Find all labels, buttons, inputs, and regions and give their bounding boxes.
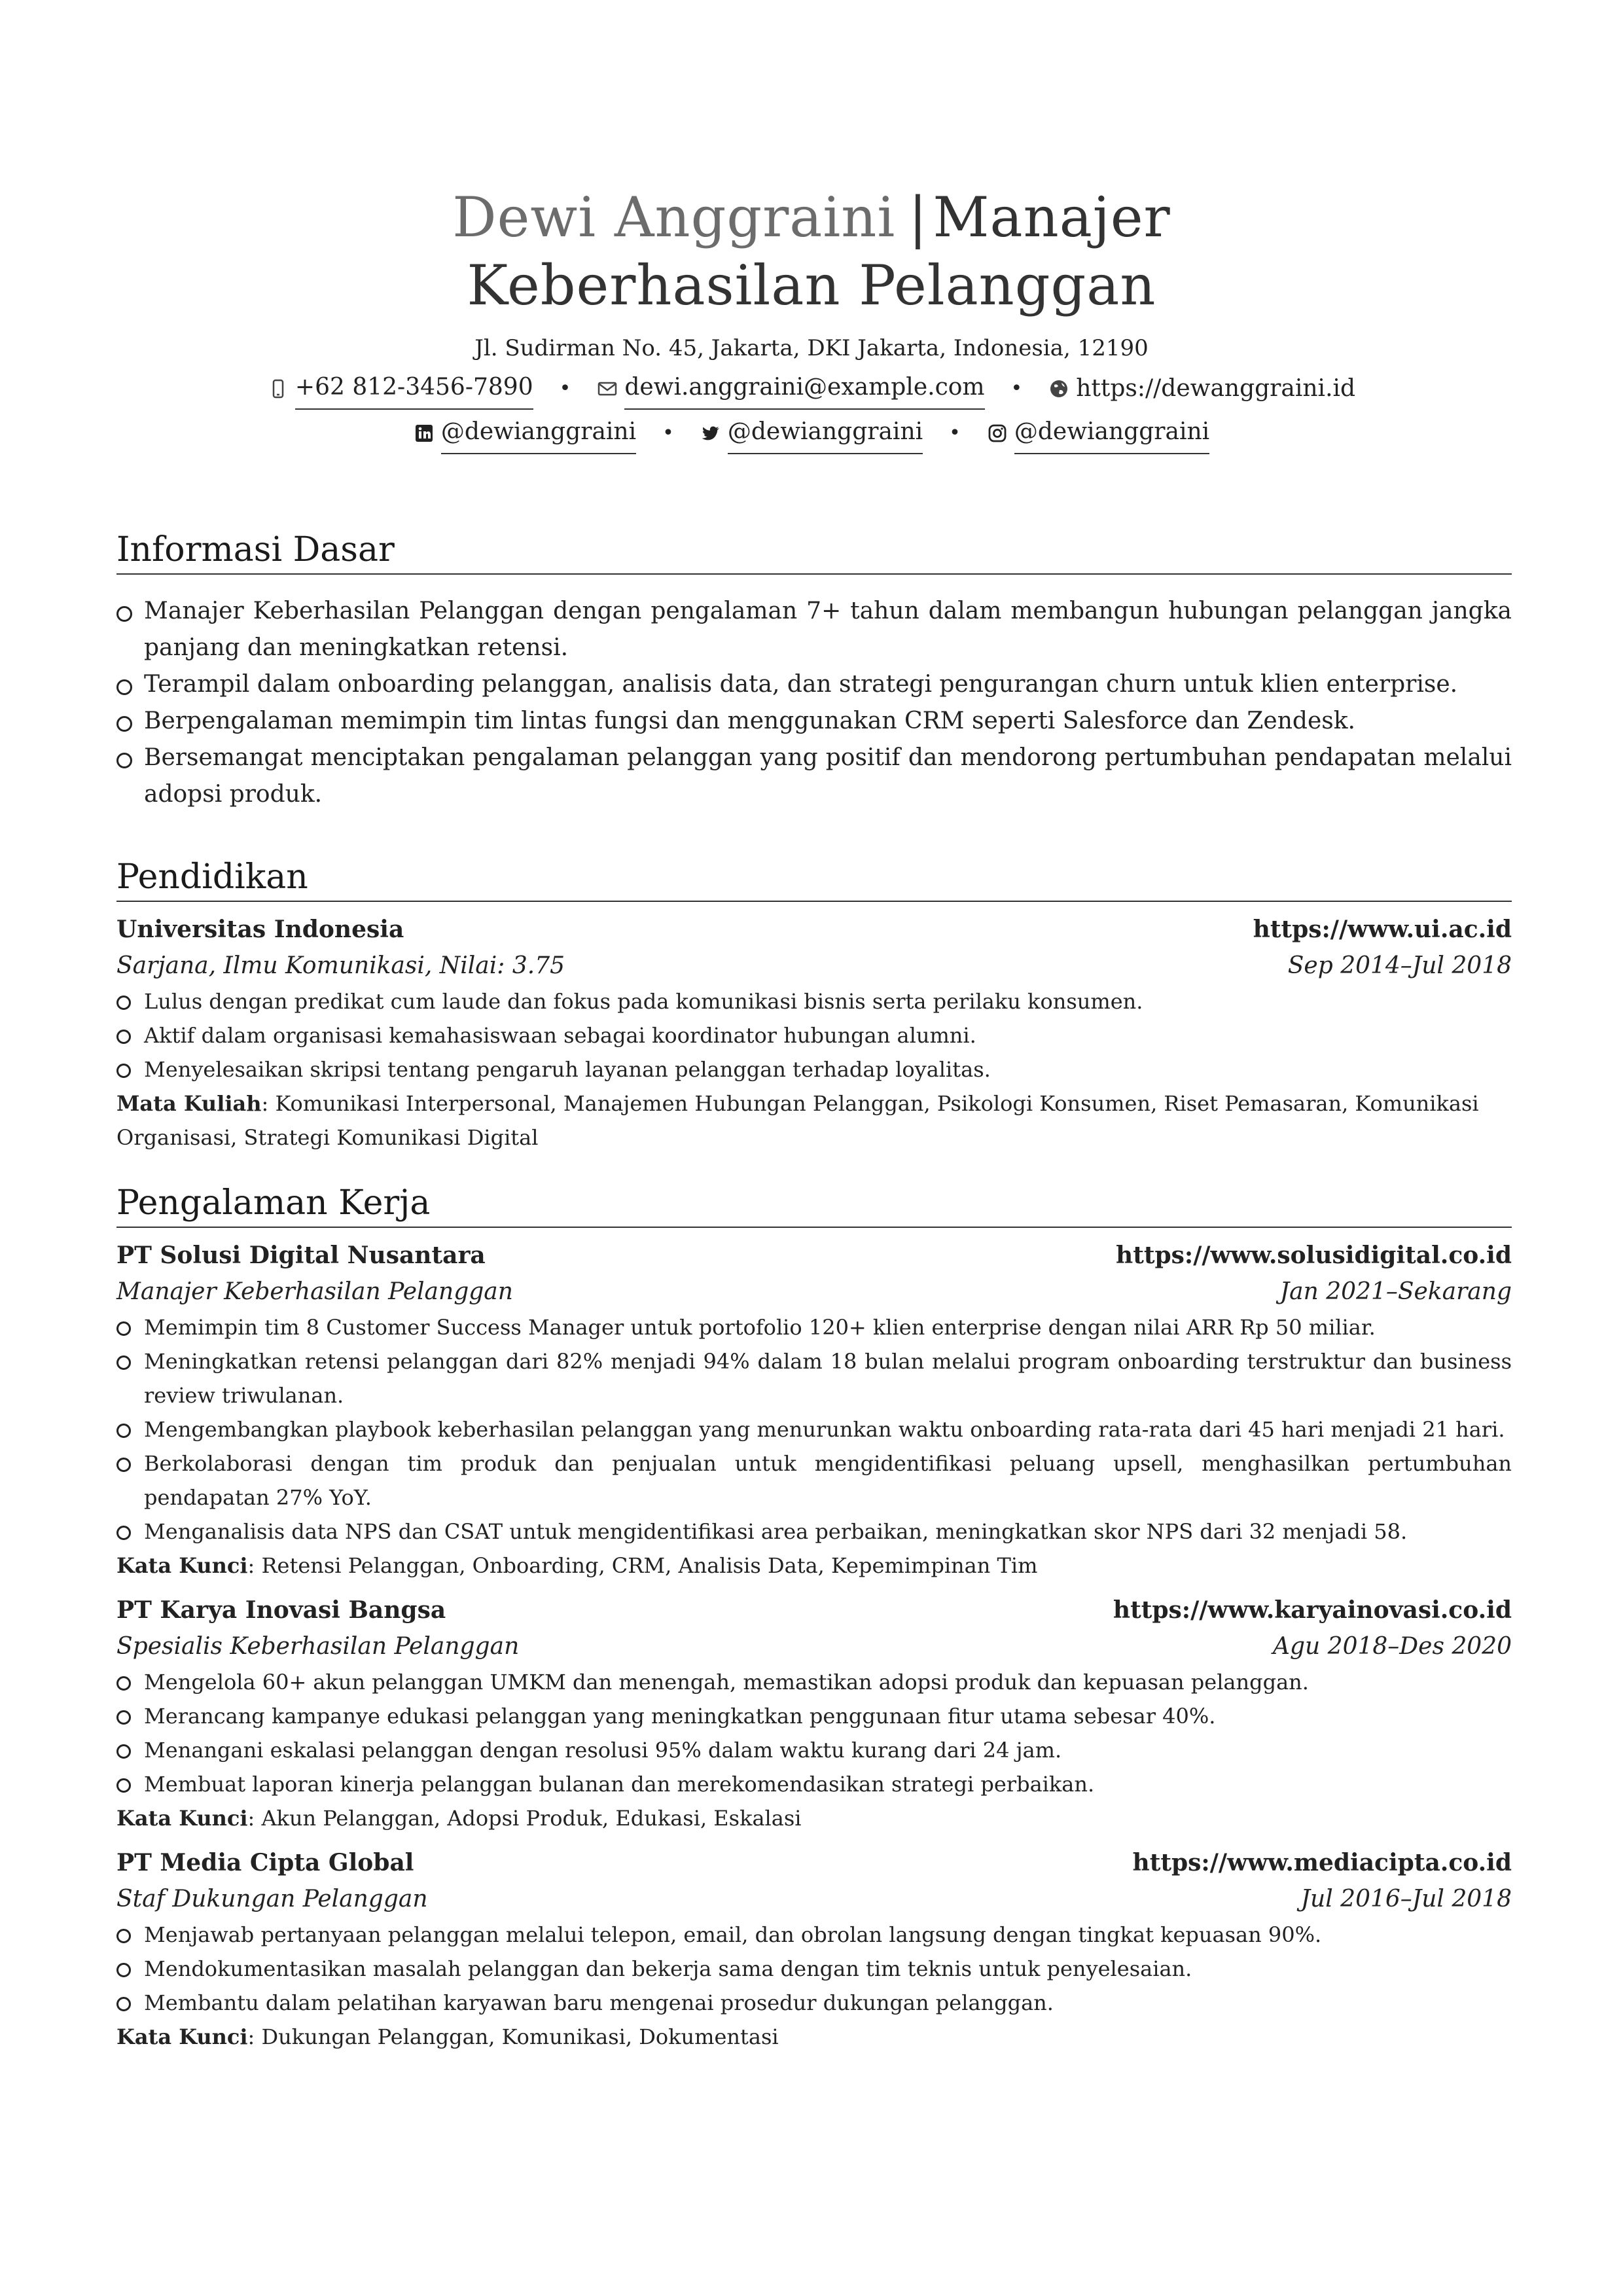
job-list	[116, 1310, 1512, 1549]
basic-info-list	[116, 593, 1512, 813]
section-title: Informasi Dasar	[116, 530, 395, 569]
degree: Sarjana, Ilmu Komunikasi, Nilai: 3.75	[116, 952, 565, 979]
keywords	[116, 2020, 1512, 2054]
list-item: Mengembangkan playbook keberhasilan pelanggan yang menurunkan waktu onboarding rata-rata dari 45 hari menjadi 21 hari.	[116, 1412, 1512, 1446]
list-item: Terampil dalam onboarding pelanggan, analisis data, dan strategi pengurangan churn untuk klien enterprise.	[116, 666, 1512, 703]
linkedin-link[interactable]: @dewianggraini	[441, 412, 636, 454]
institution-name: Universitas Indonesia	[116, 916, 404, 943]
company-name: PT Solusi Digital Nusantara	[116, 1242, 486, 1269]
list-item: Mengelola 60+ akun pelanggan UMKM dan menengah, memastikan adopsi produk dan kepuasan pelanggan.	[116, 1665, 1512, 1699]
twitter-link[interactable]: @dewianggraini	[728, 412, 923, 454]
list-item: Membantu dalam pelatihan karyawan baru mengenai prosedur dukungan pelanggan.	[116, 1986, 1512, 2020]
instagram-link[interactable]: @dewianggraini	[1014, 412, 1209, 454]
institution-url[interactable]: https://www.ui.ac.id	[1253, 916, 1512, 943]
linkedin-icon	[414, 423, 435, 444]
list-item: Aktif dalam organisasi kemahasiswaan sebagai koordinator hubungan alumni.	[116, 1018, 1512, 1052]
contact-row	[0, 368, 1623, 410]
separator-dot: •	[949, 422, 961, 444]
company-name: PT Karya Inovasi Bangsa	[116, 1596, 446, 1624]
date-range: Sep 2014–Jul 2018	[1287, 952, 1512, 979]
email-contact[interactable]	[597, 368, 984, 410]
job-list	[116, 1665, 1512, 1801]
courses-value: : Komunikasi Interpersonal, Manajemen Hubungan Pelanggan, Psikologi Konsumen, Riset Pemasaran, Komunikasi Organisasi, Strategi Komunikasi Digital	[116, 1091, 1479, 1150]
globe-icon	[1048, 378, 1069, 399]
section-basic-info	[116, 529, 1512, 813]
company-name: PT Media Cipta Global	[116, 1849, 414, 1876]
email-link[interactable]: dewi.anggraini@example.com	[624, 368, 984, 410]
list-item: Mendokumentasikan masalah pelanggan dan bekerja sama dengan tim teknis untuk penyelesaian.	[116, 1952, 1512, 1986]
list-item: Merancang kampanye edukasi pelanggan yang meningkatkan penggunaan fitur utama sebesar 40%.	[116, 1699, 1512, 1733]
list-item: Berkolaborasi dengan tim produk dan penjualan untuk mengidentifikasi peluang upsell, menghasilkan pertumbuhan pendapatan 27% YoY.	[116, 1446, 1512, 1515]
resume-header	[0, 183, 1623, 454]
list-item: Lulus dengan predikat cum laude dan fokus pada komunikasi bisnis serta perilaku konsumen.	[116, 984, 1512, 1018]
job-entry	[116, 1237, 1512, 1583]
keywords-value: : Akun Pelanggan, Adopsi Produk, Edukasi, Eskalasi	[247, 1806, 802, 1831]
education-list	[116, 984, 1512, 1086]
date-range: Jan 2021–Sekarang	[1279, 1278, 1512, 1305]
section-title: Pengalaman Kerja	[116, 1183, 431, 1223]
list-item: Membuat laporan kinerja pelanggan bulanan dan merekomendasikan strategi perbaikan.	[116, 1767, 1512, 1801]
page-title	[0, 183, 1623, 319]
list-item: Menjawab pertanyaan pelanggan melalui telepon, email, dan obrolan langsung dengan tingkat kepuasan 90%.	[116, 1918, 1512, 1952]
list-item: Manajer Keberhasilan Pelanggan dengan pengalaman 7+ tahun dalam membangun hubungan pelanggan jangka panjang dan meningkatkan retensi.	[116, 593, 1512, 666]
job-entry	[116, 1592, 1512, 1835]
keywords-label: Kata Kunci	[116, 2024, 248, 2049]
website-link[interactable]: https://dewanggraini.id	[1076, 375, 1356, 402]
list-item: Menangani eskalasi pelanggan dengan resolusi 95% dalam waktu kurang dari 24 jam.	[116, 1733, 1512, 1767]
keywords-label: Kata Kunci	[116, 1806, 248, 1831]
date-range: Jul 2016–Jul 2018	[1300, 1886, 1512, 1912]
courses-label: Mata Kuliah	[116, 1091, 262, 1116]
keywords	[116, 1549, 1512, 1583]
courses	[116, 1086, 1512, 1155]
list-item: Menyelesaikan skripsi tentang pengaruh layanan pelanggan terhadap loyalitas.	[116, 1052, 1512, 1086]
job-role: Staf Dukungan Pelanggan	[116, 1886, 428, 1912]
section-experience	[116, 1182, 1512, 2054]
section-divider	[116, 901, 1512, 902]
list-item: Meningkatkan retensi pelanggan dari 82% menjadi 94% dalam 18 bulan melalui program onboarding terstruktur dan business review triwulanan.	[116, 1344, 1512, 1412]
list-item: Berpengalaman memimpin tim lintas fungsi dan menggunakan CRM seperti Salesforce dan Zendesk.	[116, 703, 1512, 740]
separator-dot: •	[662, 422, 674, 444]
list-item: Bersemangat menciptakan pengalaman pelanggan yang positif dan mendorong pertumbuhan pendapatan melalui adopsi produk.	[116, 740, 1512, 813]
section-title: Pendidikan	[116, 857, 308, 897]
company-url[interactable]: https://www.solusidigital.co.id	[1116, 1242, 1512, 1269]
section-education	[116, 856, 1512, 1155]
twitter-icon	[700, 423, 721, 444]
education-entry	[116, 911, 1512, 1155]
date-range: Agu 2018–Des 2020	[1273, 1633, 1512, 1660]
person-name: Dewi Anggraini	[452, 185, 896, 249]
list-item: Memimpin tim 8 Customer Success Manager untuk portofolio 120+ klien enterprise dengan nilai ARR Rp 50 miliar.	[116, 1310, 1512, 1344]
job-list	[116, 1918, 1512, 2020]
section-divider	[116, 573, 1512, 575]
section-divider	[116, 1227, 1512, 1228]
job-title-part1: Manajer	[933, 185, 1171, 249]
social-row	[0, 412, 1623, 454]
keywords	[116, 1801, 1512, 1835]
company-url[interactable]: https://www.mediacipta.co.id	[1132, 1849, 1512, 1876]
address: Jl. Sudirman No. 45, Jakarta, DKI Jakarta, Indonesia, 12190	[474, 335, 1149, 361]
keywords-value: : Dukungan Pelanggan, Komunikasi, Dokumentasi	[247, 2024, 779, 2049]
phone-contact[interactable]	[268, 368, 533, 410]
title-separator: |	[908, 185, 928, 249]
twitter-contact[interactable]	[700, 412, 923, 454]
keywords-value: : Retensi Pelanggan, Onboarding, CRM, Analisis Data, Kepemimpinan Tim	[247, 1553, 1038, 1578]
instagram-contact[interactable]	[987, 412, 1209, 454]
envelope-icon	[597, 378, 618, 399]
separator-dot: •	[559, 377, 571, 400]
job-title-part2: Keberhasilan Pelanggan	[467, 253, 1156, 317]
separator-dot: •	[1010, 377, 1023, 400]
job-entry	[116, 1844, 1512, 2054]
linkedin-contact[interactable]	[414, 412, 636, 454]
website-contact[interactable]	[1048, 369, 1355, 408]
phone-icon	[268, 378, 289, 399]
company-url[interactable]: https://www.karyainovasi.co.id	[1113, 1596, 1512, 1624]
job-role: Spesialis Keberhasilan Pelanggan	[116, 1633, 520, 1660]
keywords-label: Kata Kunci	[116, 1553, 248, 1578]
instagram-icon	[987, 423, 1008, 444]
job-role: Manajer Keberhasilan Pelanggan	[116, 1278, 513, 1305]
list-item: Menganalisis data NPS dan CSAT untuk mengidentifikasi area perbaikan, meningkatkan skor NPS dari 32 menjadi 58.	[116, 1515, 1512, 1549]
phone-link[interactable]: +62 812-3456-7890	[295, 368, 533, 410]
